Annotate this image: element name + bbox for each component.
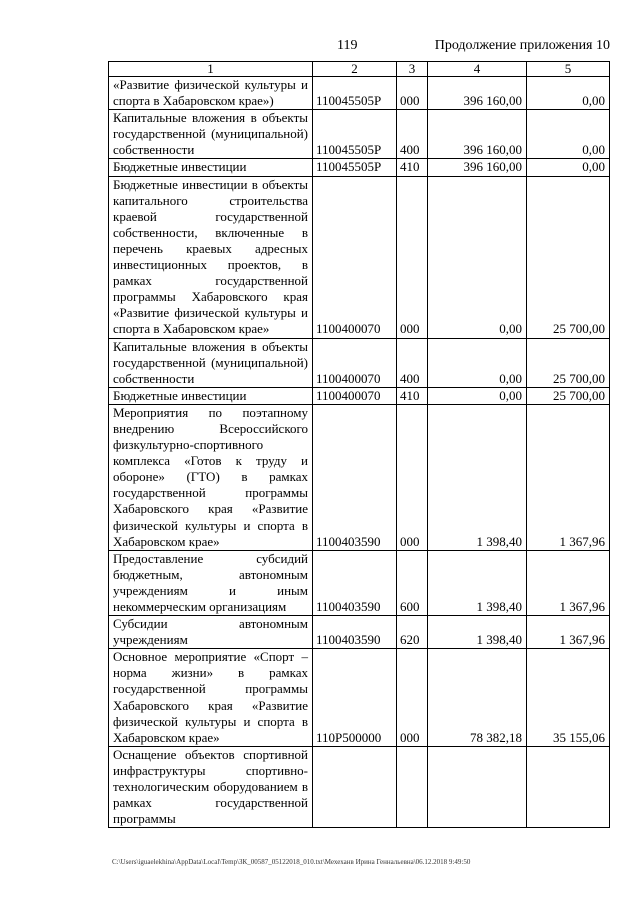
table-row — [109, 616, 610, 649]
row-value2-cell: 25 700,00 — [527, 176, 610, 338]
row-value1-cell: 396 160,00 — [428, 77, 527, 110]
row-value2-cell — [527, 746, 610, 827]
row-type-cell: 410 — [397, 159, 428, 176]
row-value2-cell: 25 700,00 — [527, 338, 610, 387]
row-value1-cell: 1 398,40 — [428, 550, 527, 615]
table-row — [109, 404, 610, 550]
column-header: 3 — [397, 62, 428, 77]
table-header-row — [109, 62, 610, 77]
row-code-cell: 1100400070 — [313, 338, 397, 387]
row-type-cell: 400 — [397, 110, 428, 159]
row-code-cell: 1100403590 — [313, 404, 397, 550]
row-value1-cell: 396 160,00 — [428, 110, 527, 159]
row-value2-cell: 25 700,00 — [527, 387, 610, 404]
row-value2-cell: 0,00 — [527, 77, 610, 110]
row-code-cell: 1100400070 — [313, 387, 397, 404]
row-code-cell: 1100400070 — [313, 176, 397, 338]
row-value2-cell: 35 155,06 — [527, 649, 610, 747]
row-value1-cell: 0,00 — [428, 387, 527, 404]
row-code-cell: 1100403590 — [313, 550, 397, 615]
row-name-cell: Предоставление субсидий бюджетным, автономным учреждениям и иным некоммерческим организациям — [109, 550, 313, 615]
row-name-cell: Мероприятия по поэтапному внедрению Всероссийского физкультурно-спортивного комплекса «Готов к труду и обороне» (ГТО) в рамках государственной программы Хабаровского края «Развитие физической культуры и спорта в Хабаровском крае» — [109, 404, 313, 550]
column-header: 1 — [109, 62, 313, 77]
row-code-cell — [313, 746, 397, 827]
table-row — [109, 550, 610, 615]
row-code-cell: 110045505Р — [313, 110, 397, 159]
row-type-cell — [397, 746, 428, 827]
row-name-cell: Бюджетные инвестиции — [109, 159, 313, 176]
row-name-cell: «Развитие физической культуры и спорта в Хабаровском крае») — [109, 77, 313, 110]
row-value1-cell: 1 398,40 — [428, 616, 527, 649]
row-value2-cell: 1 367,96 — [527, 616, 610, 649]
table-row — [109, 77, 610, 110]
row-type-cell: 000 — [397, 176, 428, 338]
row-code-cell: 1100403590 — [313, 616, 397, 649]
row-name-cell: Бюджетные инвестиции — [109, 387, 313, 404]
row-value1-cell: 0,00 — [428, 338, 527, 387]
row-type-cell: 600 — [397, 550, 428, 615]
row-name-cell: Оснащение объектов спортивной инфраструктуры спортивно-технологическим оборудованием в рамках государственной программы — [109, 746, 313, 827]
table-row — [109, 387, 610, 404]
row-value1-cell: 0,00 — [428, 176, 527, 338]
row-type-cell: 620 — [397, 616, 428, 649]
row-value1-cell — [428, 746, 527, 827]
table-row — [109, 176, 610, 338]
page-number: 119 — [337, 38, 358, 53]
table-row — [109, 338, 610, 387]
row-name-cell: Капитальные вложения в объекты государственной (муниципальной) собственности — [109, 338, 313, 387]
row-code-cell: 110045505Р — [313, 159, 397, 176]
table-row — [109, 159, 610, 176]
row-type-cell: 410 — [397, 387, 428, 404]
row-value2-cell: 0,00 — [527, 110, 610, 159]
row-type-cell: 000 — [397, 404, 428, 550]
row-name-cell: Основное мероприятие «Спорт – норма жизни» в рамках государственной программы Хабаровского края «Развитие физической культуры и спорта в Хабаровском крае» — [109, 649, 313, 747]
row-value1-cell: 396 160,00 — [428, 159, 527, 176]
footer-path: C:\Users\iguaelekhina\AppData\Local\Temp\ЗК_00587_05122018_010.txt\Мехеханв Ирина Геннальевна\06.12.2018 9:49:50 — [112, 858, 471, 866]
row-name-cell: Субсидии автономным учреждениям — [109, 616, 313, 649]
row-value2-cell: 1 367,96 — [527, 550, 610, 615]
row-type-cell: 400 — [397, 338, 428, 387]
table-row — [109, 746, 610, 827]
continuation-label: Продолжение приложения 10 — [434, 38, 610, 53]
row-value1-cell: 1 398,40 — [428, 404, 527, 550]
row-name-cell: Капитальные вложения в объекты государственной (муниципальной) собственности — [109, 110, 313, 159]
column-header: 2 — [313, 62, 397, 77]
row-value2-cell: 0,00 — [527, 159, 610, 176]
row-code-cell: 110Р500000 — [313, 649, 397, 747]
row-value1-cell: 78 382,18 — [428, 649, 527, 747]
row-name-cell: Бюджетные инвестиции в объекты капитального строительства краевой государственной собственности, включенные в перечень краевых адресных инвестиционных проектов, в рамках государственной программы Хабаровского края «Развитие физической культуры и спорта в Хабаровском крае» — [109, 176, 313, 338]
row-type-cell: 000 — [397, 649, 428, 747]
row-type-cell: 000 — [397, 77, 428, 110]
table-row — [109, 649, 610, 747]
column-header: 4 — [428, 62, 527, 77]
budget-table — [108, 61, 610, 828]
row-value2-cell: 1 367,96 — [527, 404, 610, 550]
row-code-cell: 110045505Р — [313, 77, 397, 110]
table-row — [109, 110, 610, 159]
column-header: 5 — [527, 62, 610, 77]
